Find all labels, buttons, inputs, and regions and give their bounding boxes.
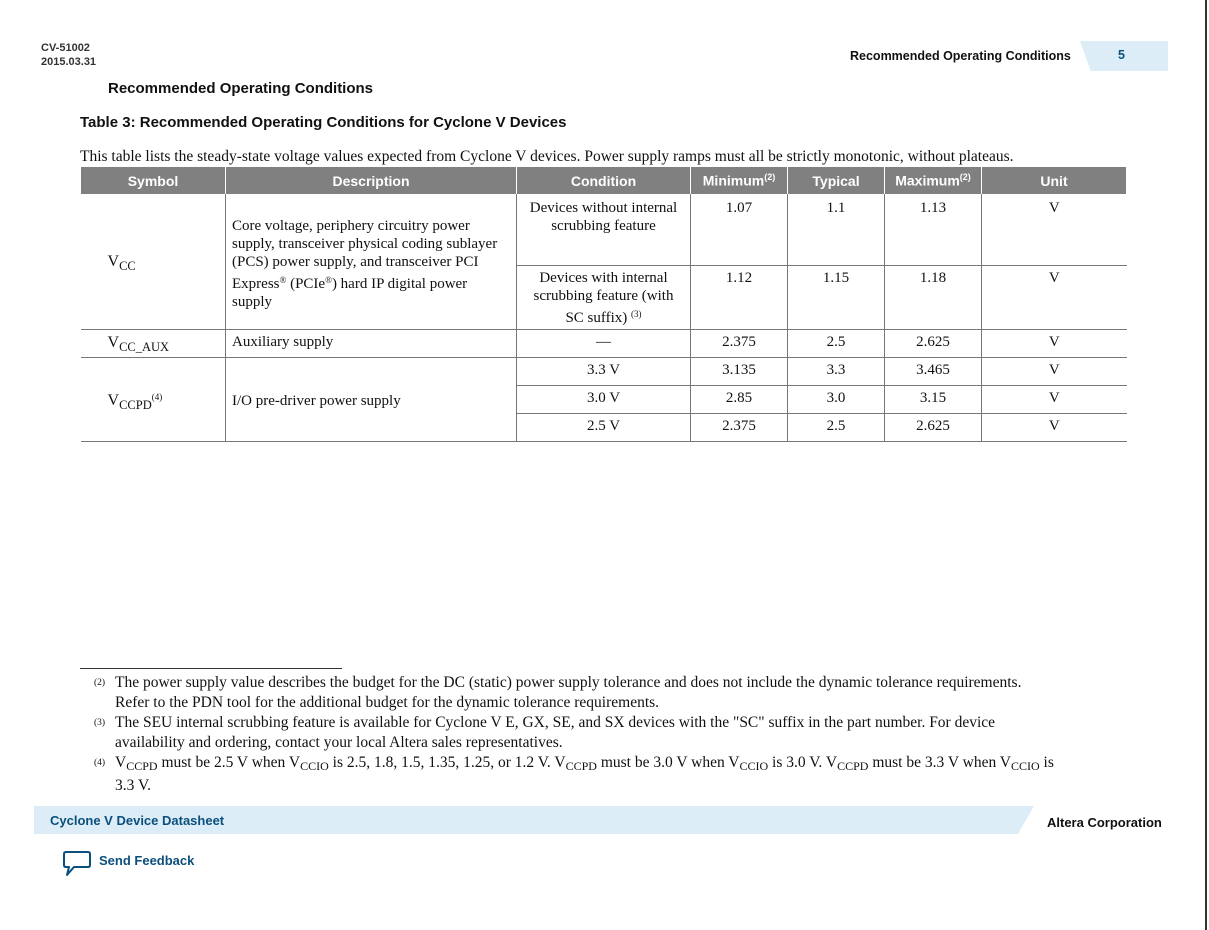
symbol-vcc-aux: $V_{CC\_AUX}$ <box>81 330 226 358</box>
typical-cell: 2.5 <box>788 414 885 442</box>
minimum-cell: 1.07 <box>691 194 788 266</box>
maximum-cell: 3.15 <box>885 386 982 414</box>
minimum-cell: 3.135 <box>691 358 788 386</box>
footnote-ref: (2) <box>764 172 776 183</box>
minimum-cell: 2.85 <box>691 386 788 414</box>
table-intro: This table lists the steady-state voltage values expected from Cyclone V devices. Power supply ramps must all be strictly monotonic, without plateaus. <box>80 148 1014 165</box>
footer-company: Altera Corporation <box>1047 815 1162 830</box>
description-vccpd: I/O pre-driver power supply <box>226 358 517 442</box>
minimum-cell: 2.375 <box>691 330 788 358</box>
footnote-text: Refer to the PDN tool for the additional budget for the dynamic tolerance requirements. <box>115 694 660 711</box>
condition-cell: 3.3 V <box>517 358 691 386</box>
maximum-cell: 1.13 <box>885 194 982 266</box>
table-title: Table 3: Recommended Operating Conditions for Cyclone V Devices <box>80 114 567 131</box>
unit-cell: V <box>982 266 1127 330</box>
typical-cell: 1.1 <box>788 194 885 266</box>
footer-document-name: Cyclone V Device Datasheet <box>50 813 225 828</box>
footnote-marker: (3) <box>94 718 106 728</box>
page-edge-rule <box>1205 0 1207 930</box>
col-header-maximum-label: Maximum <box>895 172 960 189</box>
footnote-marker: (4) <box>94 758 106 768</box>
minimum-cell: 2.375 <box>691 414 788 442</box>
send-feedback-link[interactable] <box>62 850 195 878</box>
description-vcc-aux: Auxiliary supply <box>226 330 517 358</box>
unit-cell: V <box>982 330 1127 358</box>
footnote-ref: (3) <box>631 309 642 319</box>
maximum-cell: 2.625 <box>885 414 982 442</box>
footnote-text: The SEU internal scrubbing feature is available for Cyclone V E, GX, SE, and SX devices with the "SC" suffix in the part number. For device <box>115 714 996 731</box>
condition-cell: — <box>517 330 691 358</box>
section-title: Recommended Operating Conditions <box>108 80 374 97</box>
maximum-cell: 1.18 <box>885 266 982 330</box>
col-header-description: Description <box>226 167 517 194</box>
footnote-text: The power supply value describes the budget for the DC (static) power supply tolerance and does not include the dynamic tolerance requirements. <box>115 674 1022 691</box>
footnote-ref: (4) <box>151 392 163 402</box>
condition-cell: 3.0 V <box>517 386 691 414</box>
footnote-text: 3.3 V. <box>115 777 152 794</box>
table-row-vccpd-1 <box>81 358 1127 386</box>
footnote-text: availability and ordering, contact your local Altera sales representatives. <box>115 734 563 751</box>
description-vcc: Core voltage, periphery circuitry power supply, transceiver physical coding sublayer (PCS) power supply, and transceiver PCI Express® (PCIe®) hard IP digital power supply <box>226 194 517 330</box>
unit-cell: V <box>982 414 1127 442</box>
unit-cell: V <box>982 194 1127 266</box>
footnote-ref: (2) <box>959 172 971 183</box>
footnote-divider <box>80 668 342 669</box>
send-feedback-label[interactable]: Send Feedback <box>99 853 195 868</box>
page-number: 5 <box>1118 48 1125 62</box>
document-id-block <box>41 41 96 69</box>
document-id: CV-51002 <box>41 42 90 54</box>
symbol-vcc: $V_{CC}$ <box>81 194 226 330</box>
typical-cell: 1.15 <box>788 266 885 330</box>
minimum-cell: 1.12 <box>691 266 788 330</box>
symbol-vccpd: $V_{CCPD}^{(4)}$ <box>81 358 226 442</box>
speech-bubble-icon <box>62 850 92 878</box>
typical-cell: 2.5 <box>788 330 885 358</box>
table-header-row <box>81 167 1127 194</box>
maximum-cell: 3.465 <box>885 358 982 386</box>
col-header-unit: Unit <box>982 167 1127 194</box>
condition-cell: 2.5 V <box>517 414 691 442</box>
condition-cell: Devices without internal scrubbing feature <box>517 194 691 266</box>
typical-cell: 3.0 <box>788 386 885 414</box>
typical-cell: 3.3 <box>788 358 885 386</box>
col-header-symbol: Symbol <box>81 167 226 194</box>
col-header-condition: Condition <box>517 167 691 194</box>
condition-cell: Devices with internal scrubbing feature (with SC suffix) $^{(3)}$ <box>517 266 691 330</box>
col-header-minimum <box>691 167 788 194</box>
col-header-minimum-label: Minimum <box>702 172 765 189</box>
maximum-cell: 2.625 <box>885 330 982 358</box>
table-row-vcc-1 <box>81 194 1127 266</box>
unit-cell: V <box>982 358 1127 386</box>
table-row-vcc-aux <box>81 330 1127 358</box>
unit-cell: V <box>982 386 1127 414</box>
footnote-marker: (2) <box>94 678 106 688</box>
document-date: 2015.03.31 <box>41 56 97 68</box>
operating-conditions-table <box>80 167 1127 442</box>
running-title: Recommended Operating Conditions <box>850 49 1071 63</box>
col-header-maximum <box>885 167 982 194</box>
col-header-typical: Typical <box>788 167 885 194</box>
footnote-text: VCCPD must be 2.5 V when VCCIO is 2.5, 1.8, 1.5, 1.35, 1.25, or 1.2 V. VCCPD must be 3.0 V when VCCIO is 3.0 V. VCCPD must be 3.3 V when VCCIO is <box>115 754 1054 773</box>
